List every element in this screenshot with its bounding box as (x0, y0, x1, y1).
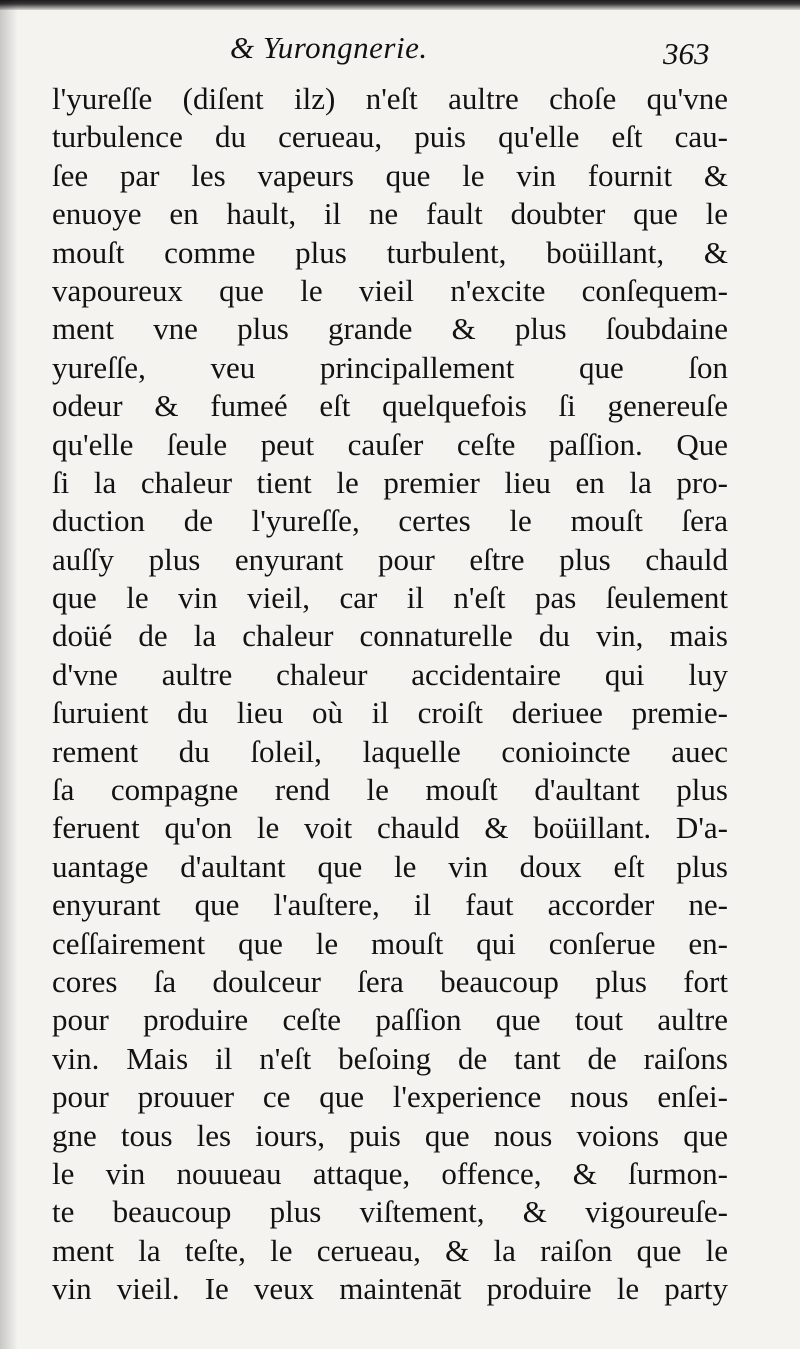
text-line: qu'elle ſeule peut cauſer ceſte paſſion. Que (52, 426, 728, 462)
running-head (0, 26, 800, 70)
text-line: auſſy plus enyurant pour eſtre plus chauld (52, 541, 728, 577)
text-line: rement du ſoleil, laquelle conioincte auec (52, 733, 728, 769)
text-line: cores ſa doulceur ſera beaucoup plus fort (52, 963, 728, 999)
text-line: ment la teſte, le cerueau, & la raiſon que le (52, 1232, 728, 1268)
text-line: enuoye en hault, il ne fault doubter que le (52, 196, 728, 232)
text-line: pour produire ceſte paſſion que tout aultre (52, 1002, 728, 1038)
text-line: te beaucoup plus viſtement, & vigoureuſe- (52, 1194, 728, 1230)
text-line: turbulence du cerueau, puis qu'elle eſt cau- (52, 119, 728, 155)
text-line: d'vne aultre chaleur accidentaire qui luy (52, 656, 728, 692)
text-line: vin vieil. Ie veux maintenāt produire le party (52, 1271, 728, 1307)
text-line: enyurant que l'auſtere, il faut accorder ne- (52, 887, 728, 923)
text-line: l'yureſſe (diſent ilz) n'eſt aultre choſe qu'vne (52, 81, 728, 116)
page-number: 363 (663, 36, 710, 71)
text-line: doüé de la chaleur connaturelle du vin, mais (52, 618, 728, 654)
text-line: pour prouuer ce que l'experience nous enſei- (52, 1079, 728, 1115)
text-line: ſuruient du lieu où il croiſt deriuee premie- (52, 695, 728, 731)
text-line: ceſſairement que le mouſt qui conſerue en- (52, 925, 728, 961)
text-line: mouſt comme plus turbulent, boüillant, & (52, 234, 728, 270)
text-line: ſi la chaleur tient le premier lieu en la pro- (52, 464, 728, 500)
page-gutter-shadow (0, 0, 18, 1349)
body-text (52, 80, 728, 1309)
text-line: vapoureux que le vieil n'excite conſequem- (52, 272, 728, 308)
running-head-title: & Yurongnerie. (230, 30, 428, 65)
text-line: ment vne plus grande & plus ſoubdaine (52, 311, 728, 347)
text-line: le vin nouueau attaque, offence, & ſurmon- (52, 1155, 728, 1191)
text-line: yureſſe, veu principallement que ſon (52, 349, 728, 385)
text-line: duction de l'yureſſe, certes le mouſt ſera (52, 503, 728, 539)
text-line: ſee par les vapeurs que le vin fournit & (52, 157, 728, 193)
text-line: odeur & fumeé eſt quelquefois ſi genereuſe (52, 388, 728, 424)
text-line: vin. Mais il n'eſt beſoing de tant de raiſons (52, 1040, 728, 1076)
text-line: feruent qu'on le voit chauld & boüillant. D'a- (52, 810, 728, 846)
text-line: gne tous les iours, puis que nous voions que (52, 1117, 728, 1153)
text-line: que le vin vieil, car il n'eſt pas ſeulement (52, 580, 728, 616)
text-line: ſa compagne rend le mouſt d'aultant plus (52, 772, 728, 808)
page-top-edge (0, 0, 800, 10)
text-line: uantage d'aultant que le vin doux eſt plus (52, 848, 728, 884)
